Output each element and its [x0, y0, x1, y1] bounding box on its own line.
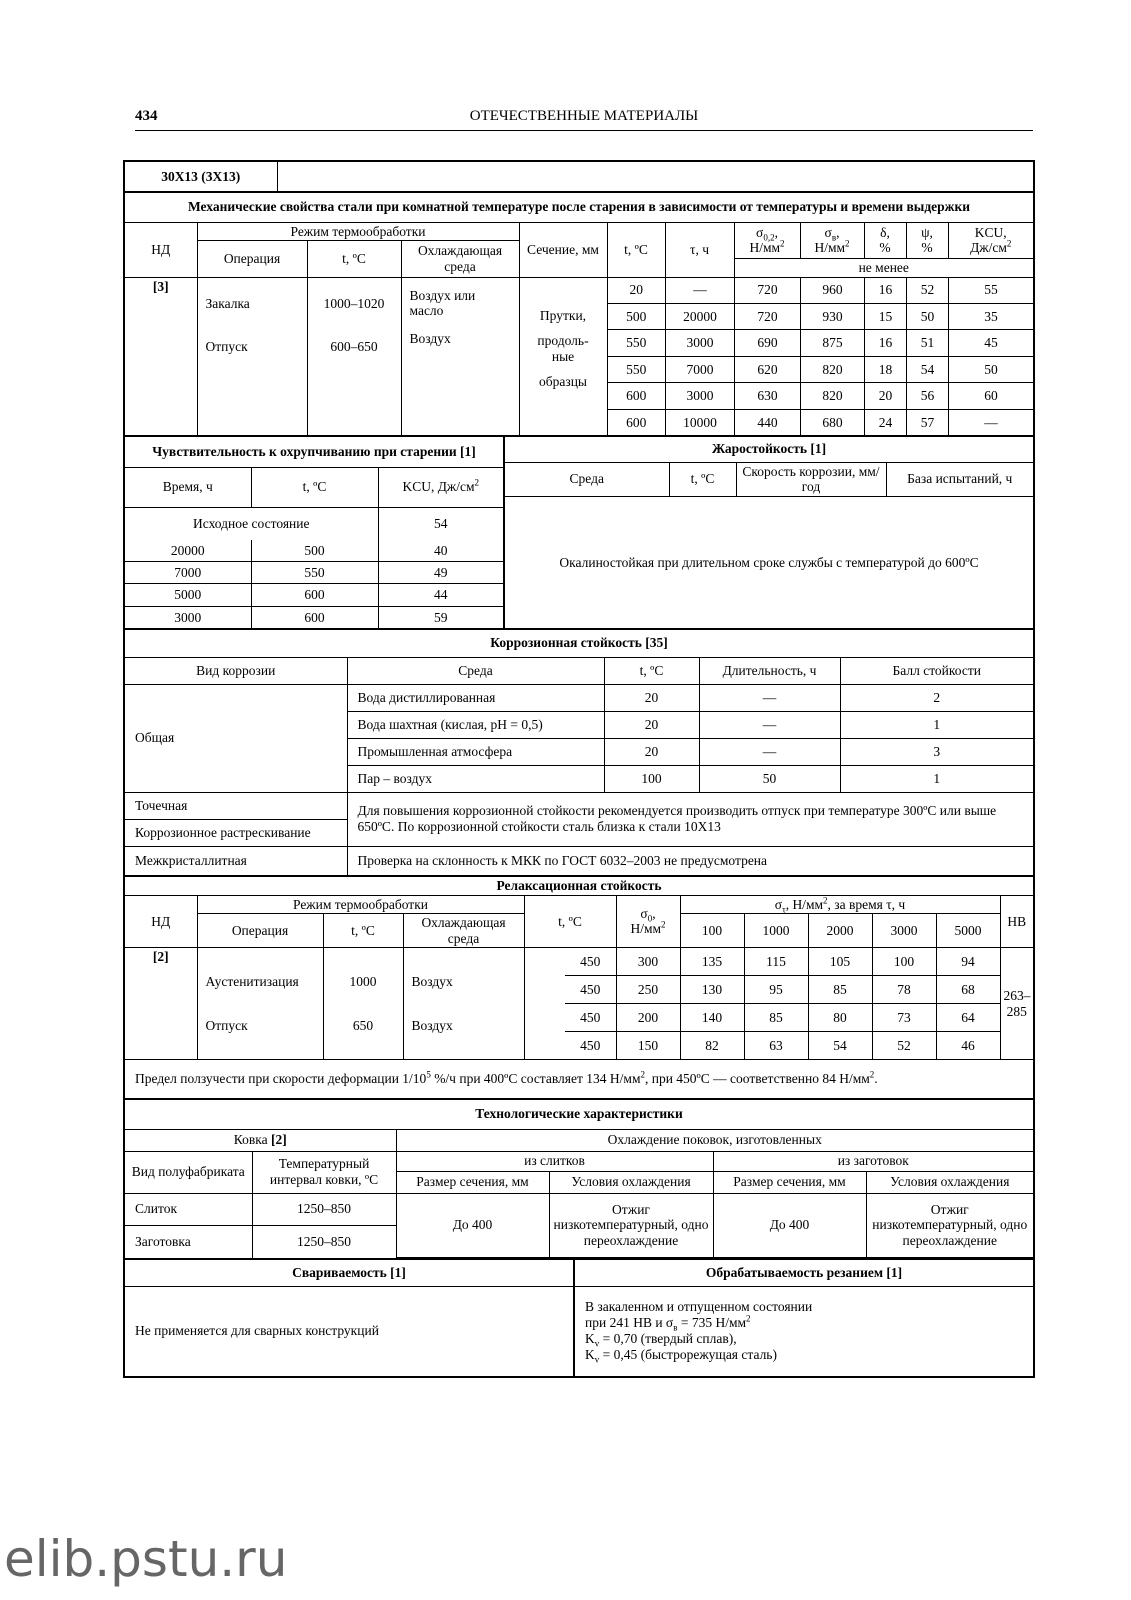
machin-text: В закаленном и отпущенном состоянии при 241 HB и $\sigma_в = 735$ $Н/мм^2$ $K_v = 0,70$ (твердый сплав), $K_v = 0,45$ (быстрорежущая сталь)	[575, 1286, 1033, 1376]
relax-temps: 1000 650	[323, 948, 403, 1060]
mech-row	[608, 409, 1034, 435]
mech-row-cell: 630	[735, 383, 801, 409]
mech-sigmav-header: $\sigma_в$, $Н/мм^2$	[800, 222, 864, 259]
tech-cond-header: Условия охлаждения	[866, 1171, 1033, 1193]
relax-hb-header: HB	[1000, 895, 1033, 948]
mech-row-cell: 3000	[666, 383, 735, 409]
corrosion-t: 100	[604, 765, 699, 792]
mech-row-cell: 550	[608, 330, 666, 356]
mech-row-cell: 960	[801, 278, 865, 304]
relax-title: Релаксационная стойкость	[125, 877, 1033, 895]
relax-row-cell: 450	[565, 1004, 616, 1032]
embrittle-row-cell: 44	[378, 584, 503, 606]
mech-nd-header: НД	[125, 222, 197, 277]
relax-time-5000: 5000	[936, 914, 1000, 948]
relax-row-cell: 78	[872, 975, 936, 1003]
mech-row-cell: 620	[735, 356, 801, 382]
relax-row	[565, 1032, 1000, 1059]
relax-row-cell: 63	[744, 1032, 808, 1059]
relax-row	[565, 975, 1000, 1003]
embrittle-row	[125, 584, 503, 606]
tech-size-header: Размер сечения, мм	[713, 1171, 866, 1193]
relax-row-cell: 80	[808, 1004, 872, 1032]
relax-row-cell: 115	[744, 948, 808, 975]
mech-operations: Закалка Отпуск	[197, 277, 307, 435]
corrosion-score: 1	[840, 765, 1033, 792]
embrittle-row-cell: 5000	[125, 584, 251, 606]
mech-tau-header: τ, ч	[665, 222, 734, 277]
mech-row-cell: —	[666, 278, 735, 304]
mech-row-cell: 10000	[666, 409, 735, 435]
relax-time-1000: 1000	[744, 914, 808, 948]
corrosion-t: 20	[604, 711, 699, 738]
embrittle-row-cell: 20000	[125, 540, 251, 562]
corrosion-medium: Пар – воздух	[347, 765, 604, 792]
mech-row-cell: 45	[949, 330, 1034, 356]
corrosion-section	[125, 628, 1033, 875]
corrosion-duration-header: Длительность, ч	[699, 657, 840, 684]
tech-forging-header: Ковка [2]	[125, 1129, 396, 1151]
mech-row-cell: 50	[907, 303, 949, 329]
relax-row-cell: 130	[680, 975, 744, 1003]
tech-billet-temp: 1250–850	[252, 1225, 396, 1258]
mech-row-cell: 690	[735, 330, 801, 356]
relax-row-cell: 52	[872, 1032, 936, 1059]
relax-row-cell: 85	[808, 975, 872, 1003]
relax-row-cell: 450	[565, 948, 616, 975]
mech-section-header: Сечение, мм	[519, 222, 607, 277]
relax-time-2000: 2000	[808, 914, 872, 948]
mech-row-cell: 16	[865, 330, 907, 356]
mech-row-cell: 60	[949, 383, 1034, 409]
relax-row-cell: 54	[808, 1032, 872, 1059]
mech-row-cell: 550	[608, 356, 666, 382]
mech-row-cell: 500	[608, 303, 666, 329]
corrosion-intergranular-text: Проверка на склонность к МКК по ГОСТ 6032–2003 не предусмотрена	[347, 846, 1033, 875]
embrittle-heat-section	[125, 435, 1033, 628]
heat-base-header: База испытаний, ч	[886, 462, 1033, 496]
heat-text: Окалиностойкая при длительном сроке службы с температурой до 600ºC	[505, 496, 1033, 628]
embrittle-row-cell: 600	[251, 606, 378, 628]
mech-row-cell: 20	[865, 383, 907, 409]
heat-title: Жаростойкость [1]	[505, 437, 1033, 462]
embrittle-row-cell: 59	[378, 606, 503, 628]
relax-data	[565, 948, 1000, 1060]
relax-sigma0-header: $\sigma_0$, $Н/мм^2$	[616, 895, 680, 948]
corrosion-t: 20	[604, 738, 699, 765]
mech-row-cell: 56	[907, 383, 949, 409]
relax-row-cell: 68	[936, 975, 1000, 1003]
mech-row-cell: 55	[949, 278, 1034, 304]
corrosion-score: 3	[840, 738, 1033, 765]
mech-row-cell: 720	[735, 278, 801, 304]
corrosion-medium: Промышленная атмосфера	[347, 738, 604, 765]
corrosion-pitting: Точечная	[125, 792, 347, 819]
mech-row-cell: 440	[735, 409, 801, 435]
embrittle-row	[125, 561, 503, 583]
corrosion-medium-header: Среда	[347, 657, 604, 684]
mech-row-cell: 24	[865, 409, 907, 435]
mech-row	[608, 278, 1034, 304]
tech-ingot-size: До 400	[396, 1193, 549, 1258]
mech-temp-header: t, ºC	[307, 241, 401, 278]
mech-row	[608, 303, 1034, 329]
corrosion-duration: 50	[699, 765, 840, 792]
tech-ingots-header: из слитков	[396, 1151, 713, 1171]
mech-not-less: не менее	[734, 259, 1033, 278]
mech-row-cell: 20	[608, 278, 666, 304]
mech-row-cell: 600	[608, 409, 666, 435]
relax-row-cell: 200	[616, 1004, 680, 1032]
tech-kind-header: Вид полуфабриката	[125, 1151, 252, 1193]
relax-temp-header: t, ºC	[323, 914, 403, 948]
relax-operation-header: Операция	[197, 914, 323, 948]
relax-row-cell: 73	[872, 1004, 936, 1032]
relax-row-cell: 94	[936, 948, 1000, 975]
mech-row-cell: 52	[907, 278, 949, 304]
relax-row-cell: 450	[565, 1032, 616, 1059]
mech-row-cell: 600	[608, 383, 666, 409]
corrosion-title: Коррозионная стойкость [35]	[125, 630, 1033, 657]
corrosion-medium: Вода шахтная (кислая, pH = 0,5)	[347, 711, 604, 738]
mech-data	[607, 277, 1033, 435]
mech-row-cell: 680	[801, 409, 865, 435]
tech-ingot-cond: Отжиг низкотемпературный, одно переохлаждение	[549, 1193, 713, 1258]
mech-row-cell: 7000	[666, 356, 735, 382]
mech-section-text: Прутки, продоль- ные образцы	[519, 277, 607, 435]
relax-t-header: t, ºC	[524, 895, 616, 948]
relax-row-cell: 300	[616, 948, 680, 975]
corrosion-pitting-text: Для повышения коррозионной стойкости рекомендуется производить отпуск при температуре 300ºC или выше 650ºC. По коррозионной стойкости сталь близка к стали 10Х13	[347, 792, 1033, 846]
running-title: ОТЕЧЕСТВЕННЫЕ МАТЕРИАЛЫ	[469, 108, 699, 124]
mech-row-cell: 875	[801, 330, 865, 356]
mech-row	[608, 330, 1034, 356]
embrittle-kcu-header: KCU, $Дж/см^2$	[378, 467, 503, 507]
relax-nd-header: НД	[125, 895, 197, 948]
relax-row-cell: 105	[808, 948, 872, 975]
embrittle-row-cell: 500	[251, 540, 378, 562]
relax-row	[565, 1004, 1000, 1032]
mech-row-cell: 820	[801, 356, 865, 382]
mech-row-cell: 3000	[666, 330, 735, 356]
mech-temps: 1000–1020 600–650	[307, 277, 401, 435]
mech-operation-header: Операция	[197, 241, 307, 278]
corrosion-t: 20	[604, 684, 699, 711]
tech-billet-size: До 400	[713, 1193, 866, 1258]
relax-row-cell: 100	[872, 948, 936, 975]
tech-size-header: Размер сечения, мм	[396, 1171, 549, 1193]
tech-billets-header: из заготовок	[713, 1151, 1033, 1171]
tech-billet-cond: Отжиг низкотемпературный, одно переохлаждение	[866, 1193, 1033, 1258]
mech-row-cell: 54	[907, 356, 949, 382]
technology-section	[125, 1098, 1033, 1258]
corrosion-duration: —	[699, 684, 840, 711]
embrittle-row-cell: 550	[251, 561, 378, 583]
embrittle-title: Чувствительность к охрупчиванию при старении [1]	[125, 437, 503, 467]
tech-temp-header: Температурный интервал ковки, ºC	[252, 1151, 396, 1193]
mech-row-cell: 18	[865, 356, 907, 382]
tech-cooling-header: Охлаждение поковок, изготовленных	[396, 1129, 1033, 1151]
relax-row-cell: 140	[680, 1004, 744, 1032]
heat-medium-header: Среда	[505, 462, 669, 496]
mech-ref: [3]	[125, 277, 197, 435]
relax-hb-value: 263– 285	[1000, 948, 1033, 1060]
mech-row-cell: 720	[735, 303, 801, 329]
mech-title: Механические свойства стали при комнатной температуре после старения в зависимости от температуры и времени выдержки	[125, 193, 1033, 222]
mech-regime-header: Режим термообработки	[197, 222, 519, 241]
machin-title: Обрабатываемость резанием [1]	[575, 1260, 1033, 1286]
corrosion-kind-header: Вид коррозии	[125, 657, 347, 684]
embrittle-row	[125, 606, 503, 628]
material-datasheet	[123, 160, 1035, 1378]
relax-row-cell: 95	[744, 975, 808, 1003]
mech-t-header: t, ºC	[607, 222, 665, 277]
corrosion-medium: Вода дистиллированная	[347, 684, 604, 711]
mech-row-cell: 20000	[666, 303, 735, 329]
relax-ref: [2]	[125, 948, 197, 1060]
relax-regime-header: Режим термообработки	[197, 895, 524, 914]
embrittle-time-header: Время, ч	[125, 467, 251, 507]
mech-row	[608, 356, 1034, 382]
mech-row-cell: —	[949, 409, 1034, 435]
relax-row-cell: 250	[616, 975, 680, 1003]
page-number: 434	[135, 108, 158, 124]
mech-row-cell: 16	[865, 278, 907, 304]
corrosion-cracking: Коррозионное растрескивание	[125, 819, 347, 846]
tech-ingot: Слиток	[125, 1193, 252, 1225]
mech-row-cell: 50	[949, 356, 1034, 382]
embrittle-initial-label: Исходное состояние	[125, 507, 378, 540]
weld-title: Свариваемость [1]	[125, 1260, 573, 1286]
tech-ingot-temp: 1250–850	[252, 1193, 396, 1225]
mech-psi-header: ψ, %	[906, 222, 948, 259]
watermark: elib.pstu.ru	[4, 1530, 288, 1588]
relax-sigmatau-header: $\sigma_\tau$, $Н/мм^2$, за время τ, ч	[680, 895, 1000, 914]
relax-row-cell: 82	[680, 1032, 744, 1059]
grade-section	[125, 162, 1033, 191]
mech-medium-header: Охлаждающая среда	[401, 241, 519, 278]
relax-row-cell: 46	[936, 1032, 1000, 1059]
embrittle-row-cell: 40	[378, 540, 503, 562]
mech-row-cell: 51	[907, 330, 949, 356]
heat-rate-header: Скорость коррозии, мм/год	[736, 462, 886, 496]
mech-row-cell: 820	[801, 383, 865, 409]
embrittle-row-cell: 49	[378, 561, 503, 583]
weld-machin-section	[125, 1258, 1033, 1376]
embrittle-row-cell: 7000	[125, 561, 251, 583]
mech-row-cell: 15	[865, 303, 907, 329]
corrosion-score: 2	[840, 684, 1033, 711]
corrosion-duration: —	[699, 711, 840, 738]
relax-time-100: 100	[680, 914, 744, 948]
weld-text: Не применяется для сварных конструкций	[125, 1286, 573, 1376]
corrosion-score-header: Балл стойкости	[840, 657, 1033, 684]
relax-row-cell: 85	[744, 1004, 808, 1032]
relax-time-3000: 3000	[872, 914, 936, 948]
tech-cond-header: Условия охлаждения	[549, 1171, 713, 1193]
embrittle-initial-value: 54	[378, 507, 503, 540]
embrittle-t-header: t, ºC	[251, 467, 378, 507]
relaxation-section	[125, 875, 1033, 1098]
corrosion-general: Общая	[125, 684, 347, 792]
page-header	[135, 108, 1033, 131]
corrosion-intergranular: Межкристаллитная	[125, 846, 347, 875]
steel-grade: 30Х13 (3Х13)	[125, 162, 277, 191]
mech-row-cell: 57	[907, 409, 949, 435]
mech-kcu-header: KCU, $Дж/см^2$	[948, 222, 1033, 259]
mech-row	[608, 383, 1034, 409]
relax-medium-header: Охлаждающая среда	[403, 914, 524, 948]
embrittle-row	[125, 540, 503, 562]
mech-delta-header: δ, %	[864, 222, 906, 259]
mech-media: Воздух или масло Воздух	[401, 277, 519, 435]
mech-row-cell: 930	[801, 303, 865, 329]
relax-row	[565, 948, 1000, 975]
tech-title: Технологические характеристики	[125, 1100, 1033, 1129]
relax-row-cell: 450	[565, 975, 616, 1003]
mechanical-properties-section	[125, 191, 1033, 435]
heat-t-header: t, ºC	[669, 462, 736, 496]
relax-media: Воздух Воздух	[403, 948, 524, 1060]
mech-sigma02-header: $\sigma_{0,2}$, $Н/мм^2$	[734, 222, 800, 259]
mech-row-cell: 35	[949, 303, 1034, 329]
relax-row-cell: 64	[936, 1004, 1000, 1032]
relax-row-cell: 135	[680, 948, 744, 975]
embrittle-row-cell: 3000	[125, 606, 251, 628]
relax-operations: Аустенитизация Отпуск	[197, 948, 323, 1060]
corrosion-t-header: t, ºC	[604, 657, 699, 684]
corrosion-score: 1	[840, 711, 1033, 738]
corrosion-duration: —	[699, 738, 840, 765]
tech-billet: Заготовка	[125, 1225, 252, 1258]
relax-row-cell: 150	[616, 1032, 680, 1059]
relax-note: Предел ползучести при скорости деформации $1/10^5$ %/ч при 400ºC составляет 134 $Н/мм^2$, при 450ºC — соответственно 84 $Н/мм^2$.	[125, 1060, 1033, 1098]
embrittle-row-cell: 600	[251, 584, 378, 606]
